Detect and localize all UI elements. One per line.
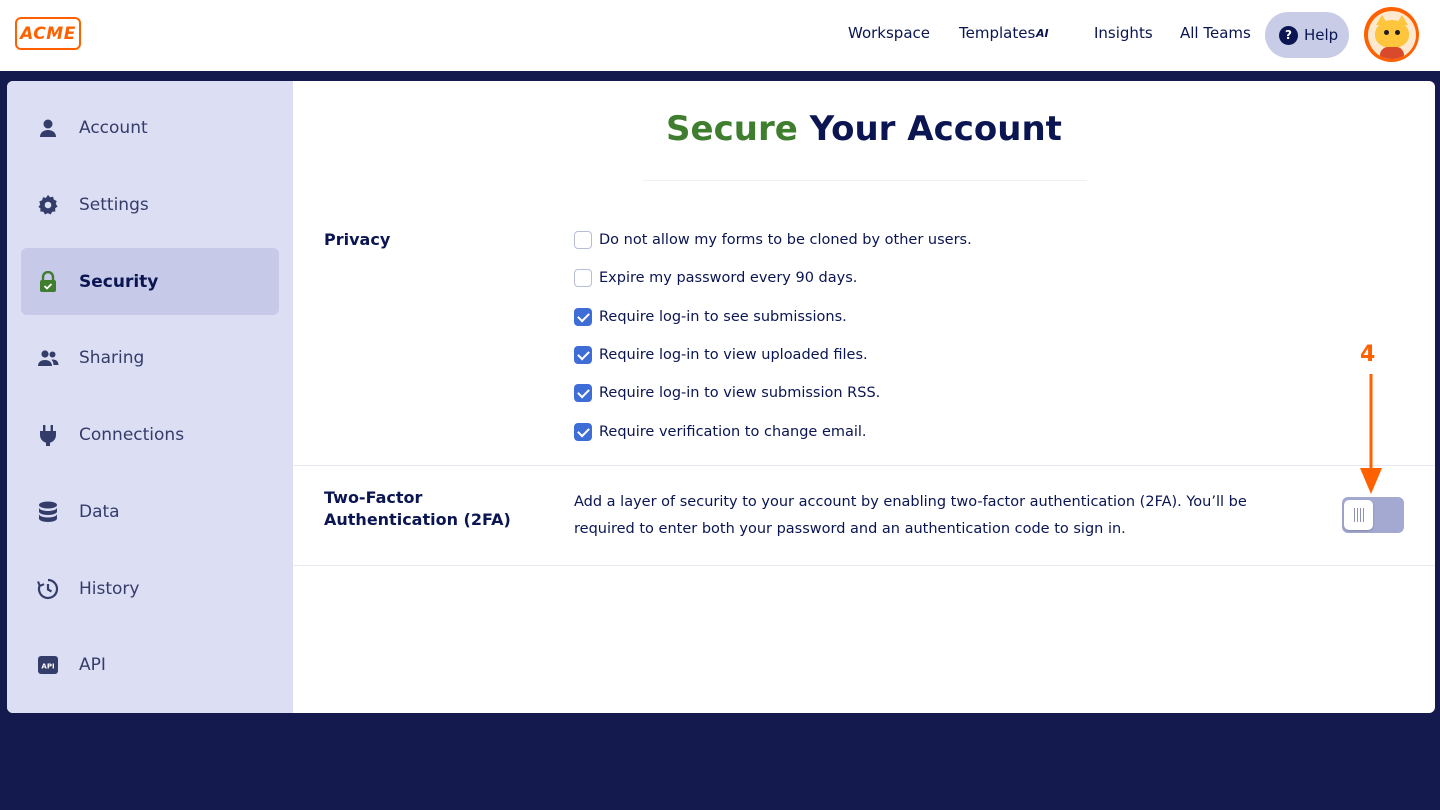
help-button[interactable] — [1265, 12, 1349, 58]
user-icon — [37, 117, 59, 139]
checkbox[interactable] — [574, 231, 592, 249]
twofa-description: Add a layer of security to your account by enabling two-factor authentication (2FA). You’ll be required to enter both your password and an authentication code to sign in. — [574, 494, 1247, 537]
annotation-arrow-icon — [1356, 372, 1386, 498]
checkbox-label: Require log-in to view uploaded files. — [599, 347, 868, 363]
privacy-section-label: Privacy — [324, 230, 391, 249]
lock-icon — [37, 271, 59, 293]
checkbox[interactable] — [574, 384, 592, 402]
privacy-option-login-uploads[interactable] — [574, 346, 868, 364]
security-content — [293, 81, 1435, 713]
sidebar-item-label: Sharing — [79, 347, 145, 368]
ai-badge: AI — [1036, 27, 1049, 40]
checkbox-label: Expire my password every 90 days. — [599, 270, 858, 286]
sidebar-item-label: Security — [79, 271, 159, 292]
gear-icon — [37, 194, 59, 216]
history-icon — [37, 578, 59, 600]
settings-sidebar — [7, 81, 293, 713]
sidebar-item-label: Connections — [79, 424, 185, 445]
sidebar-item-security[interactable] — [21, 248, 279, 315]
nav-insights-link[interactable]: Insights — [1094, 24, 1153, 42]
page-title-accent: Secure — [666, 109, 798, 149]
cat-avatar-icon — [1368, 11, 1416, 59]
top-navigation-bar — [0, 0, 1440, 71]
privacy-option-expire-password[interactable] — [574, 269, 857, 287]
users-icon — [37, 347, 59, 369]
sidebar-item-settings[interactable] — [21, 171, 279, 238]
sidebar-item-connections[interactable] — [21, 401, 279, 468]
title-divider — [643, 180, 1087, 181]
section-divider — [293, 465, 1435, 466]
sidebar-item-label: Settings — [79, 194, 149, 215]
page-title-rest: Your Account — [797, 109, 1062, 149]
sidebar-item-data[interactable] — [21, 478, 279, 545]
database-icon — [37, 501, 59, 523]
user-avatar[interactable] — [1364, 7, 1419, 62]
sidebar-item-sharing[interactable] — [21, 324, 279, 391]
checkbox[interactable] — [574, 269, 592, 287]
checkbox-label: Require log-in to view submission RSS. — [599, 385, 881, 401]
sidebar-item-label: Account — [79, 117, 148, 138]
checkbox-label: Require log-in to see submissions. — [599, 309, 847, 325]
section-divider — [293, 565, 1435, 566]
privacy-option-login-submissions[interactable] — [574, 308, 847, 326]
sidebar-item-label: Data — [79, 501, 120, 522]
help-label: Help — [1304, 26, 1339, 44]
checkbox[interactable] — [574, 423, 592, 441]
twofa-toggle[interactable] — [1342, 497, 1404, 533]
nav-all-teams-link[interactable]: All Teams — [1180, 24, 1251, 42]
question-circle-icon: ? — [1279, 26, 1298, 45]
checkbox[interactable] — [574, 308, 592, 326]
privacy-option-login-rss[interactable] — [574, 384, 880, 402]
nav-templates-link[interactable]: Templates — [959, 24, 1036, 42]
svg-text:API: API — [41, 662, 55, 670]
api-icon — [37, 654, 59, 676]
nav-workspace-link[interactable]: Workspace — [848, 24, 930, 42]
sidebar-item-label: History — [79, 578, 140, 599]
annotation-step-number: 4 — [1360, 342, 1376, 367]
sidebar-item-label: API — [79, 654, 106, 675]
privacy-option-no-clone[interactable] — [574, 231, 972, 249]
sidebar-item-api[interactable] — [21, 631, 279, 698]
sidebar-item-account[interactable] — [21, 94, 279, 161]
toggle-knob — [1344, 500, 1373, 530]
sidebar-item-history[interactable] — [21, 555, 279, 622]
twofa-section-label: Two-Factor Authentication (2FA) — [324, 488, 511, 529]
checkbox[interactable] — [574, 346, 592, 364]
plug-icon — [37, 424, 59, 446]
acme-logo[interactable]: ACME — [15, 17, 81, 50]
settings-card — [7, 81, 1435, 713]
page-title — [293, 109, 1435, 149]
checkbox-label: Require verification to change email. — [599, 424, 867, 440]
privacy-option-verify-email[interactable] — [574, 423, 867, 441]
checkbox-label: Do not allow my forms to be cloned by other users. — [599, 232, 972, 248]
